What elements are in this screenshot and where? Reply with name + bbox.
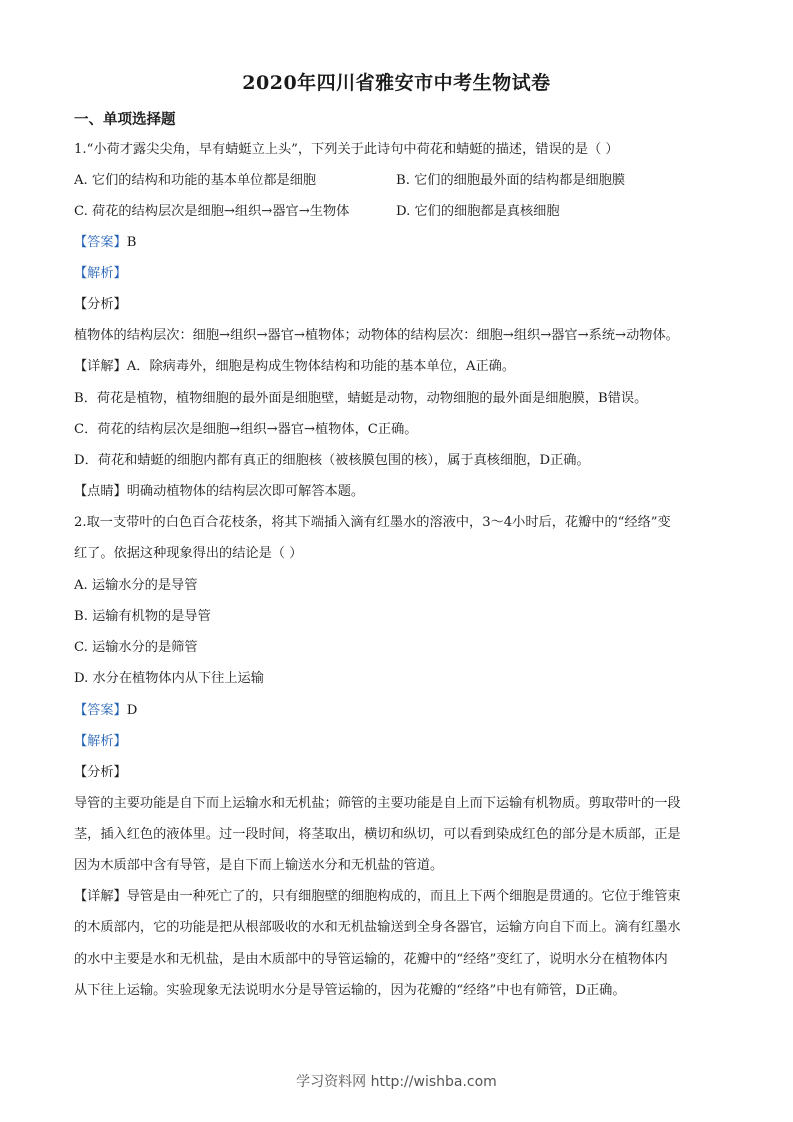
q1-stem: 1.“小荷才露尖尖角，早有蜻蜓立上头”，下列关于此诗句中荷花和蜻蜓的描述，错误的是（ ） bbox=[74, 142, 619, 157]
answer-value: B bbox=[126, 235, 137, 250]
q2-fenxi-line-3: 因为木质部中含有导管，是自下而上输送水分和无机盐的管道。 bbox=[74, 858, 444, 873]
dianjing-text: 明确动植物体的结构层次即可解答本题。 bbox=[126, 484, 365, 499]
q1-analysis-tag bbox=[74, 265, 127, 283]
detail-tag: 【详解】 bbox=[74, 889, 127, 904]
q2-detail-line-3: 的水中主要是水和无机盐，是由木质部中的导管运输的，花瓣中的“经络”变红了，说明水分在植物体内 bbox=[74, 952, 668, 967]
q2-detail-line-1 bbox=[74, 888, 681, 906]
detail-text: 导管是由一种死亡了的，只有细胞壁的细胞构成的，而且上下两个细胞是贯通的。它位于维管束 bbox=[126, 889, 681, 904]
q2-fenxi-line-2: 茎，插入红色的液体里。过一段时间，将茎取出，横切和纵切，可以看到染成红色的部分是木质部，正是 bbox=[74, 827, 681, 842]
page-footer: 学习资料网 http://wishba.com bbox=[296, 1074, 497, 1090]
q2-option-a: A. 运输水分的是导管 bbox=[74, 578, 198, 593]
q2-detail-line-4: 从下往上运输。实验现象无法说明水分是导管运输的，因为花瓣的“经络”中也有筛管，D正确。 bbox=[74, 983, 626, 998]
q1-fenxi-tag: 【分析】 bbox=[74, 297, 127, 312]
q1-option-a: A. 它们的结构和功能的基本单位都是细胞 bbox=[74, 173, 317, 188]
q2-stem-line-1: 2.取一支带叶的白色百合花枝条，将其下端插入滴有红墨水的溶液中，3～4小时后，花瓣中的“经络”变 bbox=[74, 515, 671, 530]
section-heading: 一、单项选择题 bbox=[74, 111, 176, 128]
answer-tag: 【答案】 bbox=[74, 235, 127, 250]
document-title: 2020年四川省雅安市中考生物试卷 bbox=[242, 72, 551, 94]
q1-detail-d: D．荷花和蜻蜓的细胞内都有真正的细胞核（被核膜包围的核），属于真核细胞，D正确。 bbox=[74, 453, 590, 468]
answer-value: D bbox=[126, 703, 138, 718]
q2-answer bbox=[74, 702, 137, 720]
q2-option-d: D. 水分在植物体内从下往上运输 bbox=[74, 671, 264, 686]
q2-option-c: C. 运输水分的是筛管 bbox=[74, 640, 198, 655]
q1-answer bbox=[74, 234, 136, 252]
q2-detail-line-2: 的木质部内，它的功能是把从根部吸收的水和无机盐输送到全身各器官，运输方向自下而上。滴有红墨水 bbox=[74, 920, 681, 935]
answer-tag: 【答案】 bbox=[74, 703, 127, 718]
detail-tag: 【详解】 bbox=[74, 359, 127, 374]
q1-option-d: D. 它们的细胞都是真核细胞 bbox=[396, 204, 560, 219]
q2-analysis-tag bbox=[74, 733, 127, 751]
q1-option-c: C. 荷花的结构层次是细胞→组织→器官→生物体 bbox=[74, 204, 350, 219]
q2-fenxi-line-1: 导管的主要功能是自下而上运输水和无机盐；筛管的主要功能是自上而下运输有机物质。剪取带叶的一段 bbox=[74, 796, 681, 811]
q1-detail-b: B．荷花是植物，植物细胞的最外面是细胞壁，蜻蜓是动物，动物细胞的最外面是细胞膜，B错误。 bbox=[74, 391, 648, 406]
dianjing-tag: 【点睛】 bbox=[74, 484, 127, 499]
q1-detail-a bbox=[74, 358, 515, 376]
analysis-tag: 【解析】 bbox=[74, 734, 127, 749]
q2-stem-line-2: 红了。依据这种现象得出的结论是（ ） bbox=[74, 546, 303, 561]
q2-option-b: B. 运输有机物的是导管 bbox=[74, 609, 211, 624]
q1-option-b: B. 它们的细胞最外面的结构都是细胞膜 bbox=[396, 173, 626, 188]
q1-dianjing bbox=[74, 483, 364, 501]
analysis-tag: 【解析】 bbox=[74, 266, 127, 281]
q1-detail-c: C．荷花的结构层次是细胞→组织→器官→植物体，C正确。 bbox=[74, 422, 418, 437]
q1-fenxi-text: 植物体的结构层次：细胞→组织→器官→植物体；动物体的结构层次：细胞→组织→器官→系统→动物体。 bbox=[74, 328, 679, 343]
q2-fenxi-tag: 【分析】 bbox=[74, 765, 127, 780]
detail-text: A．除病毒外，细胞是构成生物体结构和功能的基本单位，A正确。 bbox=[126, 359, 516, 374]
